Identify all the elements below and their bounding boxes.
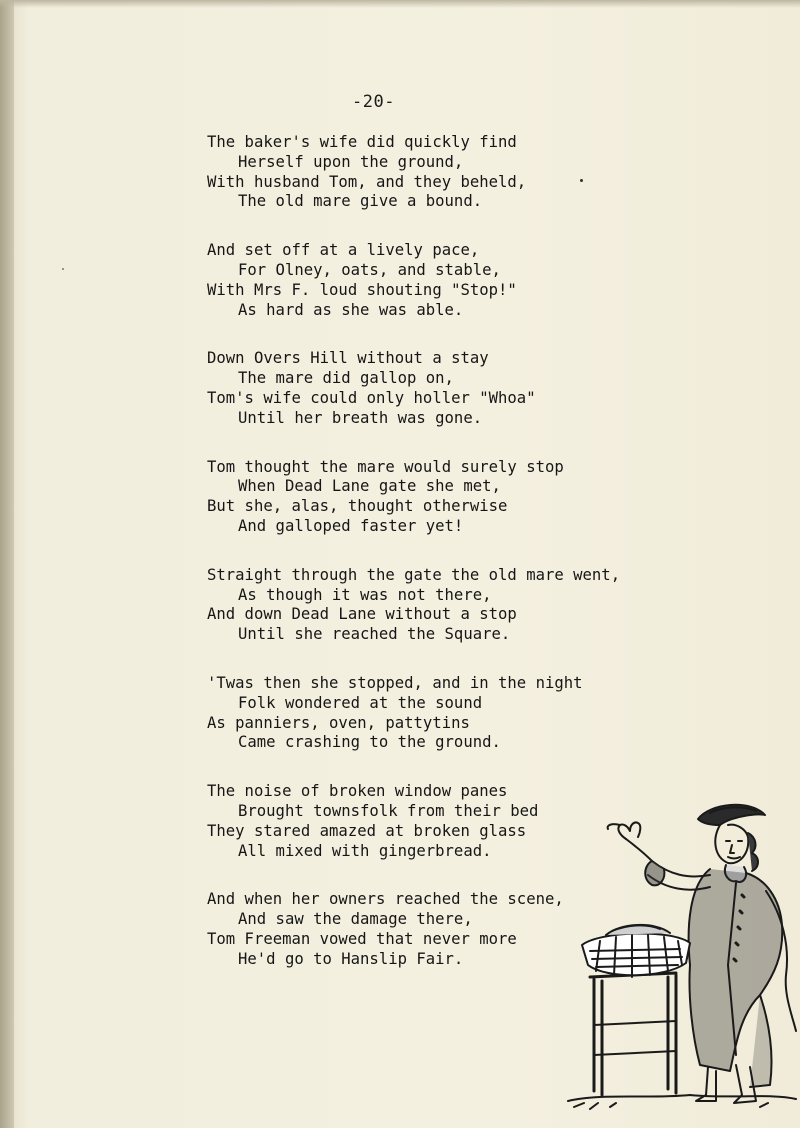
poem-line: Tom thought the mare would surely stop: [207, 457, 564, 476]
poem-line: With Mrs F. loud shouting "Stop!": [207, 280, 517, 299]
poem-line: For Olney, oats, and stable,: [238, 260, 501, 279]
poem-line: Tom's wife could only holler "Whoa": [207, 388, 536, 407]
poem-line: And set off at a lively pace,: [207, 241, 480, 260]
poem-line: And galloped faster yet!: [238, 516, 464, 535]
poem-line: Herself upon the ground,: [238, 152, 464, 171]
page-binding-shadow: [0, 0, 14, 1128]
page-top-edge: [0, 0, 800, 8]
gentleman-with-basket-illustration: [560, 795, 800, 1115]
poem-stanza: [207, 241, 677, 320]
poem-line: With husband Tom, and they beheld,: [207, 172, 527, 191]
poem-line: As hard as she was able.: [238, 300, 464, 319]
poem-line: The noise of broken window panes: [207, 782, 508, 801]
poem-stanza: [207, 458, 677, 537]
poem-line: Until she reached the Square.: [238, 625, 511, 644]
poem-line: The mare did gallop on,: [238, 369, 454, 388]
poem-stanza: [207, 566, 677, 645]
poem-line: And saw the damage there,: [238, 910, 473, 929]
poem-line: Tom Freeman vowed that never more: [207, 929, 517, 948]
poem-line: Folk wondered at the sound: [238, 693, 483, 712]
poem-line: He'd go to Hanslip Fair.: [238, 949, 464, 968]
poem-line: Came crashing to the ground.: [238, 733, 501, 752]
poem-line: And when her owners reached the scene,: [207, 890, 564, 909]
poem-line: 'Twas then she stopped, and in the night: [207, 673, 583, 692]
ink-speck: [580, 179, 583, 182]
poem-line: And down Dead Lane without a stop: [207, 605, 517, 624]
poem-line: Until her breath was gone.: [238, 408, 483, 427]
poem-stanza: [207, 349, 677, 428]
poem-line: As panniers, oven, pattytins: [207, 713, 470, 732]
page-number: -20-: [352, 92, 395, 112]
poem-line: Brought townsfolk from their bed: [238, 801, 539, 820]
poem-line: Down Overs Hill without a stay: [207, 349, 489, 368]
poem-line: The baker's wife did quickly find: [207, 133, 517, 151]
poem-stanza: [207, 133, 677, 212]
poem-line: The old mare give a bound.: [238, 192, 483, 211]
poem-line: They stared amazed at broken glass: [207, 821, 527, 840]
poem-line: Straight through the gate the old mare went,: [207, 565, 621, 584]
poem-line: When Dead Lane gate she met,: [238, 477, 501, 496]
poem-line: As though it was not there,: [238, 585, 492, 604]
poem-stanza: [207, 674, 677, 753]
ink-speck: [62, 268, 64, 270]
poem-line: But she, alas, thought otherwise: [207, 497, 508, 516]
poem-line: All mixed with gingerbread.: [238, 841, 492, 860]
